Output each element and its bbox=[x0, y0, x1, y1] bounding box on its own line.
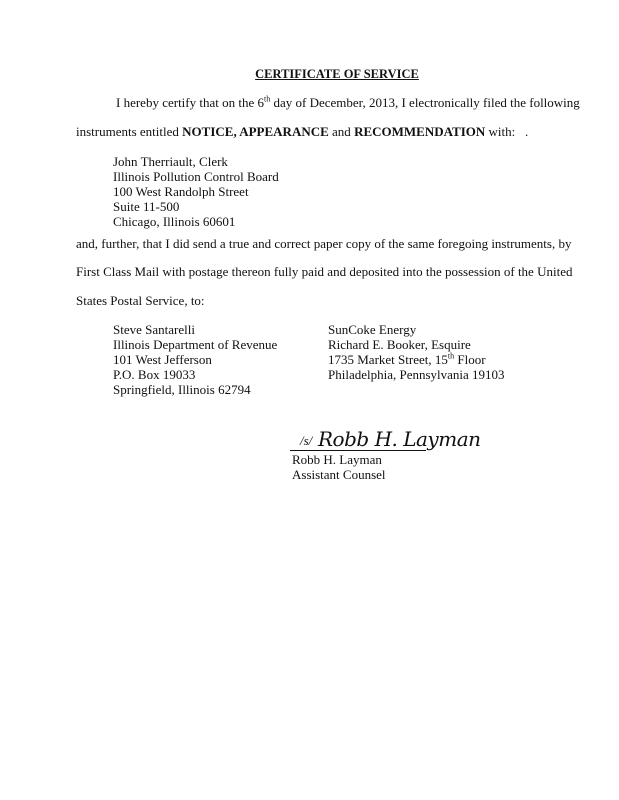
address-line: Steve Santarelli bbox=[113, 322, 195, 337]
address-line: 100 West Randolph Street bbox=[113, 184, 249, 199]
address-line bbox=[328, 352, 505, 367]
address-line: Philadelphia, Pennsylvania 19103 bbox=[328, 367, 505, 382]
address-line: Springfield, Illinois 62794 bbox=[113, 382, 251, 397]
recommendation: RECOMMENDATION bbox=[354, 124, 486, 139]
service-line-2: First Class Mail with postage thereon fully paid and deposited into the possession of the United bbox=[76, 264, 573, 279]
recipient-revenue-block bbox=[113, 322, 277, 397]
service-line-3: States Postal Service, to: bbox=[76, 293, 205, 308]
cert-text-pre: I hereby certify that on the 6 bbox=[116, 95, 264, 110]
recipient-suncoke-block bbox=[328, 322, 505, 382]
trailing-period: . bbox=[525, 124, 529, 139]
with-text: with: bbox=[485, 124, 516, 139]
signer-name: Robb H. Layman bbox=[292, 452, 382, 467]
address-line: John Therriault, Clerk bbox=[113, 154, 228, 169]
address-line: P.O. Box 19033 bbox=[113, 367, 196, 382]
address-line: Richard E. Booker, Esquire bbox=[328, 337, 471, 352]
and-text: and bbox=[328, 124, 355, 139]
address-line: Illinois Pollution Control Board bbox=[113, 169, 279, 184]
instruments-text: instruments entitled bbox=[76, 124, 183, 139]
certification-line-2 bbox=[76, 124, 515, 139]
cert-text-post: day of December, 2013, I electronically filed the following bbox=[270, 95, 580, 110]
certification-line-1 bbox=[116, 95, 580, 110]
floor-text: Floor bbox=[454, 352, 486, 367]
notice-appearance: NOTICE, APPEARANCE bbox=[182, 124, 329, 139]
recipient-clerk-block bbox=[113, 154, 279, 229]
signer-block bbox=[292, 452, 386, 482]
signer-title: Assistant Counsel bbox=[292, 467, 386, 482]
floor-suffix: th bbox=[447, 351, 455, 361]
address-line: Suite 11-500 bbox=[113, 199, 180, 214]
address-line: SunCoke Energy bbox=[328, 322, 417, 337]
cert-date-suffix: th bbox=[264, 94, 271, 104]
signature-prefix: /s/ bbox=[300, 433, 313, 448]
address-line: Chicago, Illinois 60601 bbox=[113, 214, 236, 229]
address-line: 101 West Jefferson bbox=[113, 352, 212, 367]
page-title: CERTIFICATE OF SERVICE bbox=[255, 67, 419, 81]
service-line-1: and, further, that I did send a true and correct paper copy of the same foregoing instruments, by bbox=[76, 236, 572, 251]
signature-script: Robb H. Layman bbox=[318, 427, 481, 451]
street-text: 1735 Market Street, 15 bbox=[328, 352, 448, 367]
address-line: Illinois Department of Revenue bbox=[113, 337, 278, 352]
